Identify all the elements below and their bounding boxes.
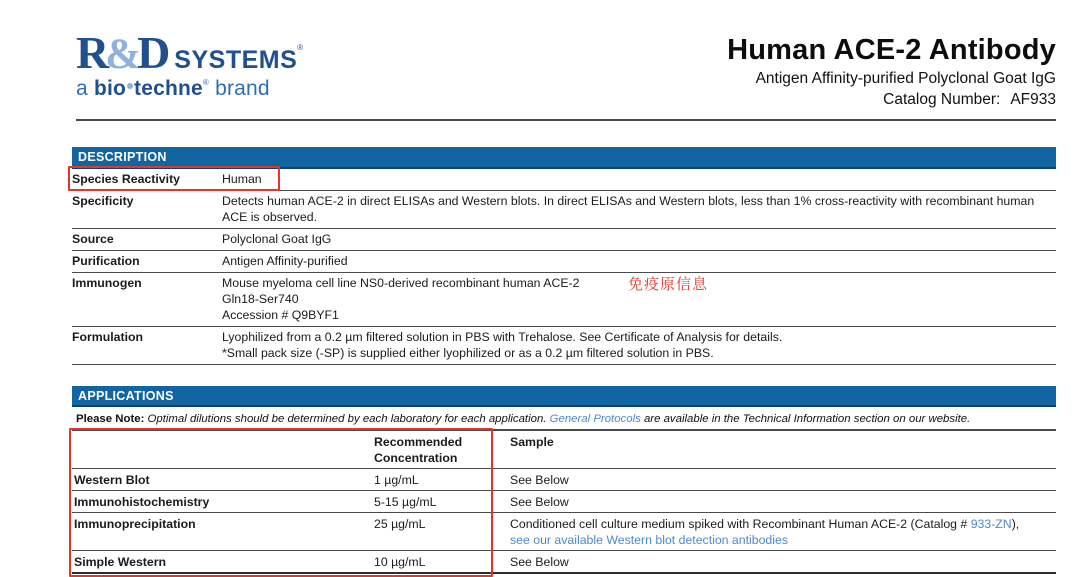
rd-systems-wordmark	[76, 27, 304, 78]
application-concentration: 25 µg/mL	[374, 516, 426, 531]
brand-bio: bio	[93, 77, 127, 100]
logo-ampersand: &	[105, 31, 141, 78]
row-value: Antigen Affinity-purified	[222, 254, 348, 268]
registered-mark-icon: ®	[202, 78, 210, 87]
note-rest: are available in the Technical Information section on our website.	[643, 413, 971, 425]
application-sample: See Below	[510, 472, 569, 487]
formulation-line-2: *Small pack size (-SP) is supplied either lyophilized or as a 0.2 µm filtered solution in PBS.	[222, 346, 714, 360]
logo-letter-r: R	[76, 27, 109, 78]
logo-letter-d: D	[137, 27, 170, 78]
application-sample	[510, 516, 1056, 548]
western-blot-detection-antibodies-link[interactable]: see our available Western blot detection antibodies	[510, 532, 788, 547]
application-concentration: 10 µg/mL	[374, 554, 426, 569]
masthead	[0, 0, 1080, 109]
row-label: Species Reactivity	[72, 172, 181, 186]
biotechne-brand-line	[76, 78, 303, 99]
application-name: Western Blot	[74, 472, 150, 487]
header-divider	[76, 119, 1056, 121]
row-value: Human	[222, 172, 262, 186]
application-sample: See Below	[510, 554, 569, 569]
application-concentration: 1 µg/mL	[374, 472, 419, 487]
applications-section-header: APPLICATIONS	[72, 386, 1056, 408]
row-label: Specificity	[72, 194, 134, 208]
page-title: Human ACE-2 Antibody	[727, 34, 1056, 66]
general-protocols-link[interactable]: General Protocols	[549, 413, 641, 425]
table-row-formulation	[72, 327, 1056, 365]
column-header-sample: Sample	[510, 434, 554, 449]
product-subtitle: Antigen Affinity-purified Polyclonal Goat IgG	[755, 70, 1056, 87]
sample-text: Conditioned cell culture medium spiked with Recombinant Human ACE-2 (Catalog #	[510, 516, 971, 531]
row-label: Formulation	[72, 330, 144, 344]
applications-table	[72, 429, 1056, 574]
application-name: Simple Western	[74, 554, 167, 569]
table-row-western-blot	[72, 469, 1056, 491]
registered-mark-icon: ®	[297, 43, 304, 52]
row-label: Purification	[72, 254, 140, 268]
applications-header-row	[72, 431, 1056, 469]
note-label: Please Note:	[76, 413, 145, 425]
description-section-header: DESCRIPTION	[72, 147, 1056, 169]
application-sample: See Below	[510, 494, 569, 509]
description-table	[72, 169, 1056, 365]
catalog-label: Catalog Number:	[883, 91, 1001, 108]
row-value: Detects human ACE-2 in direct ELISAs and Western blots. In direct ELISAs and Western blots, less than 1% cross-reactivity with recombinant human ACE is observed.	[222, 194, 1035, 224]
immunogen-line-3: Accession # Q9BYF1	[222, 308, 339, 322]
table-row-immunohistochemistry	[72, 491, 1056, 513]
biotechne-dot-icon	[127, 83, 133, 89]
catalog-number-line	[727, 91, 1056, 109]
table-row-species-reactivity	[72, 169, 1056, 191]
annotation-immunogen-note: 免疫原信息	[628, 275, 709, 293]
table-row-source	[72, 229, 1056, 251]
brand-techne: techne	[134, 77, 203, 100]
catalog-number: AF933	[1010, 91, 1056, 108]
row-value: Polyclonal Goat IgG	[222, 232, 332, 246]
table-row-simple-western	[72, 551, 1056, 574]
application-name: Immunohistochemistry	[74, 494, 210, 509]
title-block	[727, 30, 1056, 109]
application-name: Immunoprecipitation	[74, 516, 196, 531]
catalog-933-zn-link[interactable]: 933-ZN	[970, 516, 1012, 531]
immunogen-line-2: Gln18-Ser740	[222, 292, 299, 306]
formulation-line-1: Lyophilized from a 0.2 µm filtered solution in PBS with Trehalose. See Certificate of Analysis for details.	[222, 330, 783, 344]
application-concentration: 5-15 µg/mL	[374, 494, 437, 509]
note-text: Optimal dilutions should be determined by each laboratory for each application.	[147, 413, 547, 425]
logo-systems-text: SYSTEMS	[174, 46, 298, 74]
row-label: Source	[72, 232, 114, 246]
rd-systems-logo	[76, 27, 304, 100]
table-row-immunogen	[72, 273, 1056, 327]
brand-a: a	[76, 77, 88, 100]
column-header-recommended-concentration: Recommended Concentration	[374, 434, 463, 465]
row-label: Immunogen	[72, 276, 142, 290]
immunogen-line-1: Mouse myeloma cell line NS0-derived recombinant human ACE-2	[222, 276, 580, 290]
brand-word: brand	[215, 77, 270, 100]
column-header-application	[72, 434, 374, 466]
table-row-immunoprecipitation	[72, 513, 1056, 551]
table-row-purification	[72, 251, 1056, 273]
sample-text-after: ),	[1011, 516, 1020, 531]
table-row-specificity	[72, 191, 1056, 229]
row-value	[222, 329, 1056, 361]
applications-note	[76, 413, 1056, 425]
